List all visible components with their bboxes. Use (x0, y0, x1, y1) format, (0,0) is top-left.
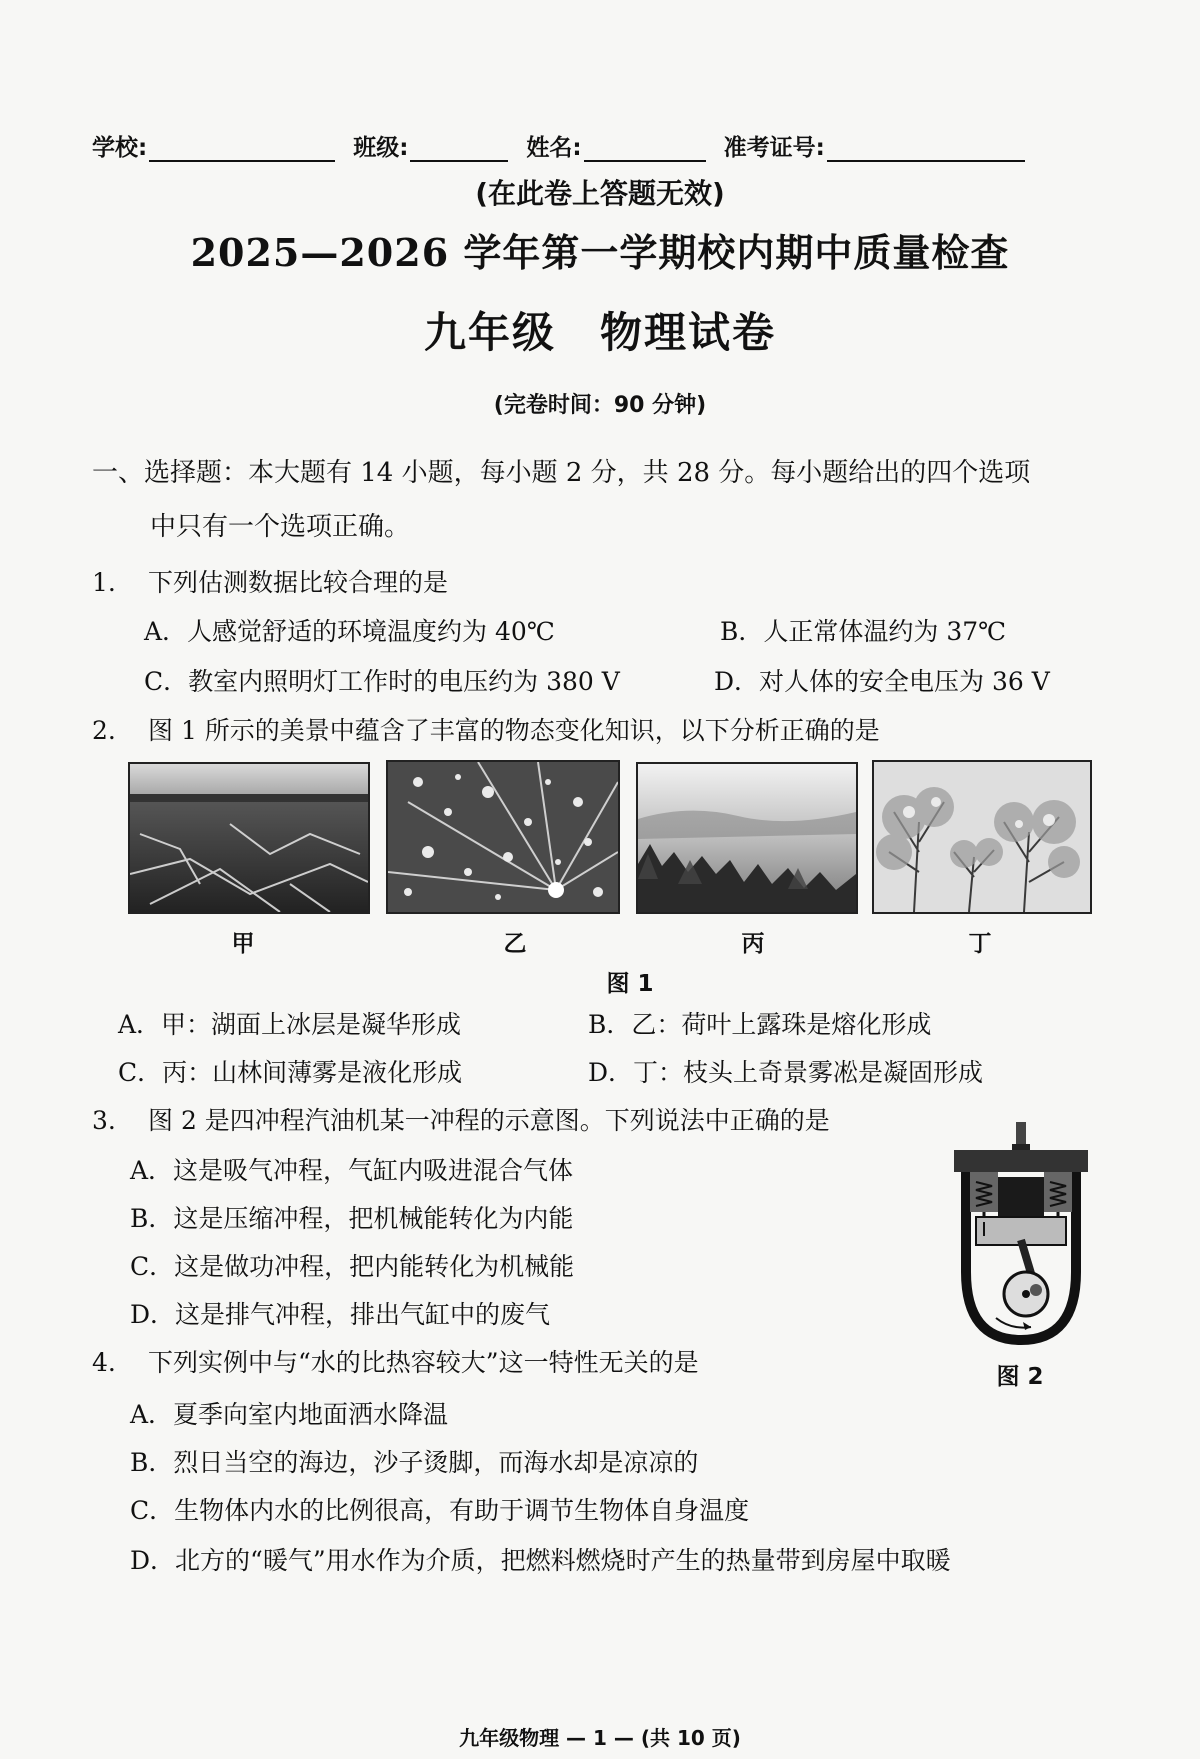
figure-1-label-yi: 乙 (503, 931, 527, 957)
question-3-option-d: D．这是排气冲程，排出气缸中的废气 (130, 1300, 551, 1329)
figure-1-label-ding: 丁 (968, 931, 992, 957)
class-field (353, 129, 508, 162)
question-4-stem (92, 1348, 699, 1378)
photo-dewdrops-leaf (386, 760, 620, 914)
answer-invalid-notice: (在此卷上答题无效) (475, 177, 725, 210)
class-blank (410, 136, 508, 162)
question-number: 2. (92, 716, 116, 745)
question-2-option-c: C．丙：山林间薄雾是液化形成 (118, 1058, 463, 1087)
figure-1-label-bing: 丙 (741, 931, 765, 957)
page-footer: 九年级物理 — 1 — (共 10 页) (459, 1726, 741, 1750)
section-heading-line2: 中只有一个选项正确。 (150, 512, 411, 542)
question-number: 4. (92, 1348, 116, 1377)
figure-2-caption: 图 2 (996, 1364, 1044, 1390)
stem-text: 图 1 所示的美景中蕴含了丰富的物态变化知识，以下分析正确的是 (148, 716, 880, 745)
question-number: 3. (92, 1106, 116, 1135)
question-3-option-a: A．这是吸气冲程，气缸内吸进混合气体 (130, 1156, 574, 1185)
school-blank (149, 136, 335, 162)
question-1-option-d: D．对人体的安全电压为 36 V (714, 667, 1050, 696)
section-heading-line1: 一、选择题：本大题有 14 小题，每小题 2 分，共 28 分。每小题给出的四个选项 (92, 458, 1031, 488)
question-2-option-a: A．甲：湖面上冰层是凝华形成 (118, 1010, 462, 1039)
question-1-option-b: B．人正常体温约为 37℃ (720, 617, 1007, 646)
question-number: 1. (92, 568, 116, 597)
exam-title: 2025—2026 学年第一学期校内期中质量检查 (190, 230, 1010, 275)
school-field (92, 129, 335, 162)
school-label: 学校: (92, 135, 148, 161)
photo-rime-trees (872, 760, 1092, 914)
figure-1-caption: 图 1 (606, 971, 654, 997)
figure-1-label-jia: 甲 (231, 931, 255, 957)
ticket-field (724, 129, 1025, 162)
question-2-option-b: B．乙：荷叶上露珠是熔化形成 (588, 1010, 932, 1039)
ticket-label: 准考证号: (723, 135, 825, 161)
subject-title (0, 300, 1200, 360)
question-1-stem (92, 568, 448, 598)
question-2-stem (92, 716, 880, 746)
photo-frozen-lake (128, 762, 370, 914)
stem-text: 图 2 是四冲程汽油机某一冲程的示意图。下列说法中正确的是 (148, 1106, 830, 1135)
question-1-option-a: A．人感觉舒适的环境温度约为 40℃ (144, 617, 555, 646)
grade-label: 九年级 (423, 308, 556, 357)
question-1-option-c: C．教室内照明灯工作时的电压约为 380 V (144, 667, 620, 696)
stem-text: 下列估测数据比较合理的是 (148, 568, 449, 597)
stem-text: 下列实例中与“水的比热容较大”这一特性无关的是 (148, 1348, 699, 1377)
name-blank (584, 136, 706, 162)
question-4-option-a: A．夏季向室内地面洒水降温 (130, 1400, 449, 1429)
question-4-option-c: C．生物体内水的比例很高，有助于调节生物体自身温度 (130, 1496, 750, 1525)
name-field (526, 129, 705, 162)
student-info-fields (92, 128, 1122, 162)
question-2-option-d: D．丁：枝头上奇景雾凇是凝固形成 (588, 1058, 984, 1087)
ticket-blank (827, 136, 1025, 162)
subject-label: 物理试卷 (600, 308, 777, 357)
question-3-option-c: C．这是做功冲程，把内能转化为机械能 (130, 1252, 575, 1281)
question-3-option-b: B．这是压缩冲程，把机械能转化为内能 (130, 1204, 574, 1233)
photo-misty-forest (636, 762, 858, 914)
class-label: 班级: (353, 135, 409, 161)
engine-diagram (946, 1122, 1096, 1347)
question-4-option-b: B．烈日当空的海边，沙子烫脚，而海水却是凉凉的 (130, 1448, 699, 1477)
time-note: (完卷时间：90 分钟) (493, 393, 707, 418)
question-3-stem (92, 1106, 830, 1136)
question-4-option-d: D．北方的“暖气”用水作为介质，把燃料燃烧时产生的热量带到房屋中取暖 (130, 1546, 951, 1575)
name-label: 姓名: (526, 135, 582, 161)
